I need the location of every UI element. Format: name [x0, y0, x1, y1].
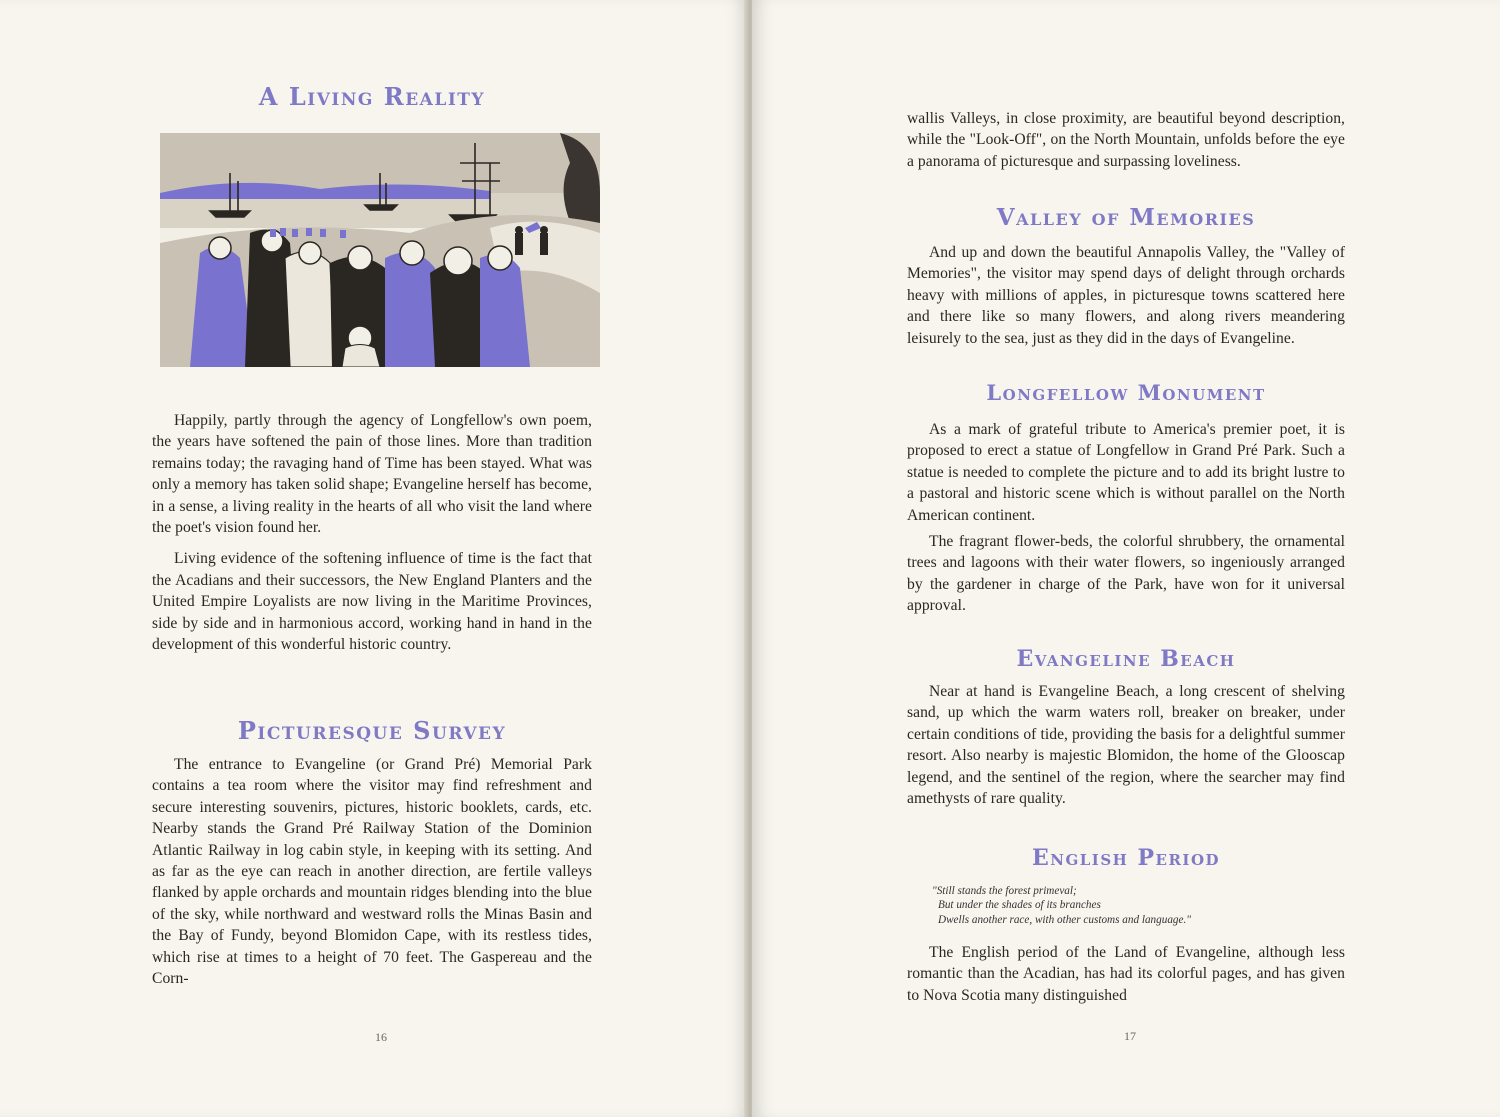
acadians-illustration — [160, 133, 600, 367]
right-body-valley — [907, 242, 1345, 349]
right-body-intro — [907, 108, 1345, 172]
longfellow-quote — [932, 884, 1332, 927]
quote-line-2: But under the shades of its branches — [938, 899, 1101, 912]
left-body-top — [152, 410, 592, 655]
paragraph-wallis-valleys: wallis Valleys, in close proximity, are beautiful beyond description, while the "Look-Off", on the North Mountain, unfolds before the eye a panorama of picturesque and surpassing loveliness. — [907, 110, 1345, 170]
heading-english-period: English Period — [1031, 845, 1221, 871]
left-body-bottom — [152, 754, 592, 989]
heading-longfellow-monument: Longfellow Monument — [986, 380, 1266, 405]
quote-line-1: "Still stands the forest primeval; — [932, 885, 1077, 897]
paragraph-flower-beds: The fragrant flower-beds, the colorful shrubbery, the ornamental trees and lagoons with their water flowers, so ingeniously arranged by the gardener in charge of the Park, have won for it universal approval. — [907, 533, 1345, 615]
right-body-monument — [907, 419, 1345, 617]
paragraph-statue: As a mark of grateful tribute to America's premier poet, it is proposed to erect a statue of Longfellow in Grand Pré Park. Such a statue is needed to complete the picture and to add its bright lustre to a pastoral and historic scene which is without parallel on the North American continent. — [907, 421, 1345, 524]
heading-valley-of-memories: Valley of Memories — [996, 204, 1256, 231]
heading-picturesque-survey: Picturesque Survey — [237, 716, 507, 745]
paragraph-happily: Happily, partly through the agency of Longfellow's own poem, the years have softened the pain of those lines. More than tradition remains today; the ravaging hand of Time has been stayed. What was only a memory has taken solid shape; Evangeline herself has become, in a sense, a living reality in the hearts of all who visit the land where the poet's vision found her. — [152, 412, 592, 537]
page-number-right: 17 — [1124, 1029, 1136, 1043]
paragraph-living-evidence: Living evidence of the softening influence of time is the fact that the Acadians and their successors, the New England Planters and the United Empire Loyalists are now living in the Maritime Provinces, side by side and in harmonious accord, working hand in hand in the development of this wonderful historic country. — [152, 550, 592, 654]
right-body-english — [907, 942, 1345, 1006]
quote-line-3: Dwells another race, with other customs and language." — [938, 913, 1191, 926]
page-number-left: 16 — [375, 1030, 387, 1044]
heading-living-reality: A Living Reality — [258, 82, 486, 111]
paragraph-english-period: The English period of the Land of Evangeline, although less romantic than the Acadian, has had its colorful pages, and has given to Nova Scotia many distinguished — [907, 944, 1345, 1004]
left-page — [0, 0, 748, 1117]
paragraph-annapolis-valley: And up and down the beautiful Annapolis Valley, the "Valley of Memories", the visitor may spend days of delight through orchards heavy with millions of apples, in picturesque towns scattered here and there like so many flowers, and along rivers meandering leisurely to the sea, just as they did in the days of Evangeline. — [907, 244, 1345, 347]
paragraph-near-at-hand: Near at hand is Evangeline Beach, a long crescent of shelving sand, up which the warm waters roll, breaker on breaker, under certain conditions of tide, providing the basis for a delightful summer resort. Also nearby is majestic Blomidon, the home of the Glooscap legend, and the sentinel of the region, where the searcher may find amethysts of rare quality. — [907, 683, 1345, 808]
right-page — [752, 0, 1500, 1117]
heading-evangeline-beach: Evangeline Beach — [1016, 646, 1236, 672]
paragraph-entrance: The entrance to Evangeline (or Grand Pré) Memorial Park contains a tea room where the visitor may find refreshment and secure interesting souvenirs, pictures, historic booklets, cards, etc. Nearby stands the Grand Pré Railway Station of the Dominion Atlantic Railway in log cabin style, in keeping with its setting. And as far as the eye can reach in another direction, are fertile valleys flanked by apple orchards and mountain ridges blending into the blue of the sky, while northward and westward rolls the Minas Basin and the Bay of Fundy, beyond Blomidon Cape, with its restless tides, which rise at times to a height of 70 feet. The Gaspereau and the Corn- — [152, 756, 592, 988]
right-body-beach — [907, 681, 1345, 809]
